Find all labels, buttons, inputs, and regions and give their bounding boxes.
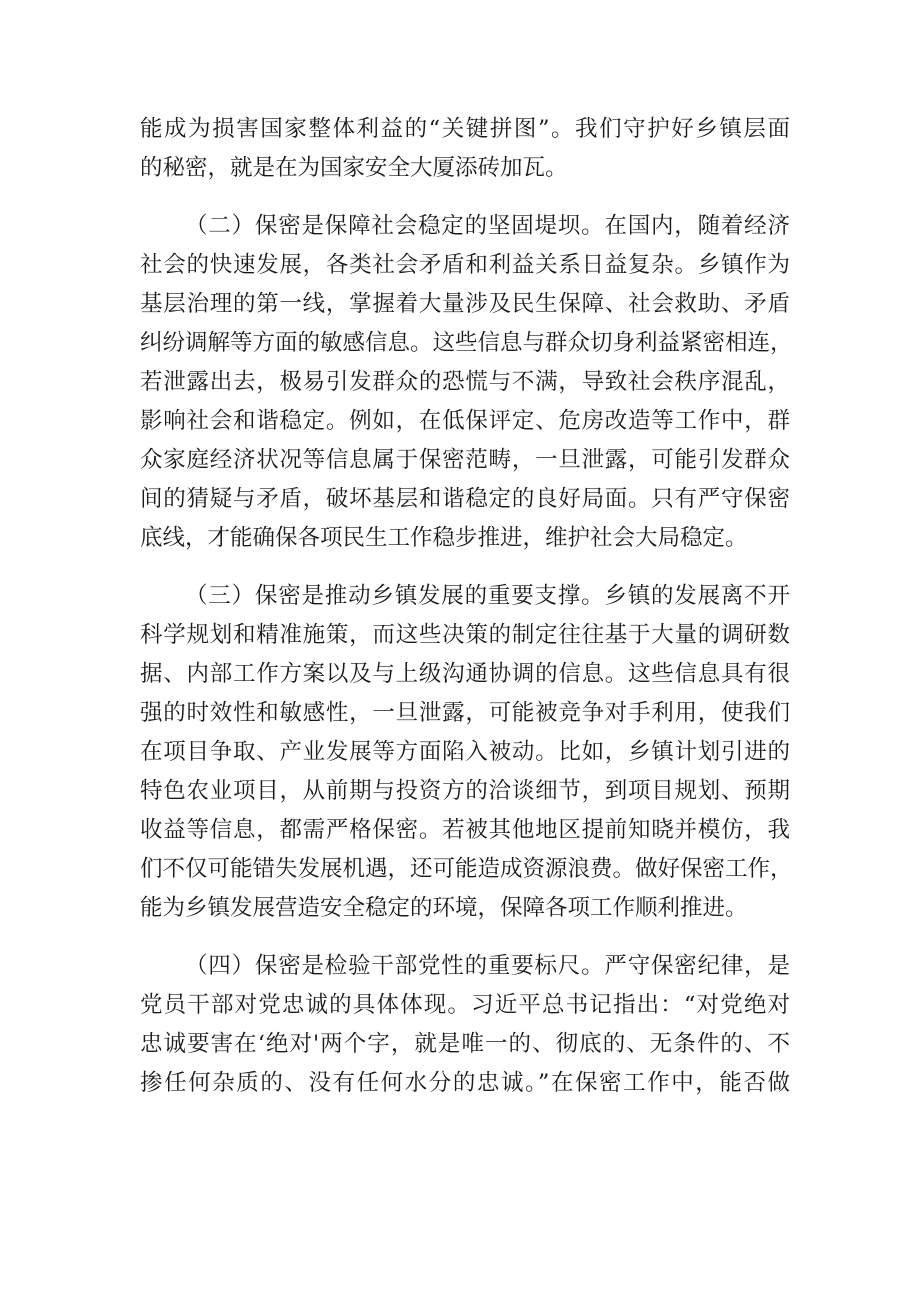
document-body <box>140 110 793 1103</box>
text-line: （二）保密是保障社会稳定的坚固堤坝。在国内，随着经济 <box>185 213 790 239</box>
text-line: 们不仅可能错失发展机遇，还可能造成资源浪费。做好保密工作， <box>140 856 793 882</box>
text-line: 众家庭经济状况等信息属于保密范畴，一旦泄露，可能引发群众 <box>140 447 790 473</box>
text-line: （三）保密是推动乡镇发展的重要支撑。乡镇的发展离不开 <box>185 583 790 609</box>
text-line: 基层治理的第一线，掌握着大量涉及民生保障、社会救助、矛盾 <box>140 291 790 317</box>
paragraph-1 <box>140 110 790 188</box>
text-line: 收益等信息，都需严格保密。若被其他地区提前知晓并模仿，我 <box>140 817 790 843</box>
text-line: 纠纷调解等方面的敏感信息。这些信息与群众切身利益紧密相连， <box>140 330 793 356</box>
text-line: 影响社会和谐稳定。例如，在低保评定、危房改造等工作中，群 <box>140 408 790 434</box>
text-line: 科学规划和精准施策，而这些决策的制定往往基于大量的调研数 <box>140 622 790 648</box>
paragraph-4 <box>140 947 790 1103</box>
text-line: 的秘密，就是在为国家安全大厦添砖加瓦。 <box>140 155 568 181</box>
text-line: 若泄露出去，极易引发群众的恐慌与不满，导致社会秩序混乱， <box>140 369 790 395</box>
text-line: 社会的快速发展，各类社会矛盾和利益关系日益复杂。乡镇作为 <box>140 252 790 278</box>
text-line: 掺任何杂质的、没有任何水分的忠诚。”在保密工作中，能否做 <box>140 1070 790 1096</box>
text-line: 据、内部工作方案以及与上级沟通协调的信息。这些信息具有很 <box>140 661 790 687</box>
text-line: 在项目争取、产业发展等方面陷入被动。比如，乡镇计划引进的 <box>140 739 790 765</box>
text-line: 底线，才能确保各项民生工作稳步推进，维护社会大局稳定。 <box>140 525 748 551</box>
paragraph-2 <box>140 207 793 558</box>
text-line: 强的时效性和敏感性，一旦泄露，可能被竞争对手利用，使我们 <box>140 700 790 726</box>
text-line: 间的猜疑与矛盾，破坏基层和谐稳定的良好局面。只有严守保密 <box>140 486 790 512</box>
text-line: 能为乡镇发展营造安全稳定的环境，保障各项工作顺利推进。 <box>140 895 748 921</box>
text-line: 特色农业项目，从前期与投资方的洽谈细节，到项目规划、预期 <box>140 778 790 804</box>
paragraph-3 <box>140 577 793 928</box>
text-line: 忠诚要害在‘绝对'两个字，就是唯一的、彻底的、无条件的、不 <box>140 1031 790 1057</box>
text-line: 能成为损害国家整体利益的“关键拼图”。我们守护好乡镇层面 <box>140 116 790 142</box>
text-line: 党员干部对党忠诚的具体体现。习近平总书记指出：“对党绝对 <box>140 992 790 1018</box>
text-line: （四）保密是检验干部党性的重要标尺。严守保密纪律，是 <box>185 953 790 979</box>
